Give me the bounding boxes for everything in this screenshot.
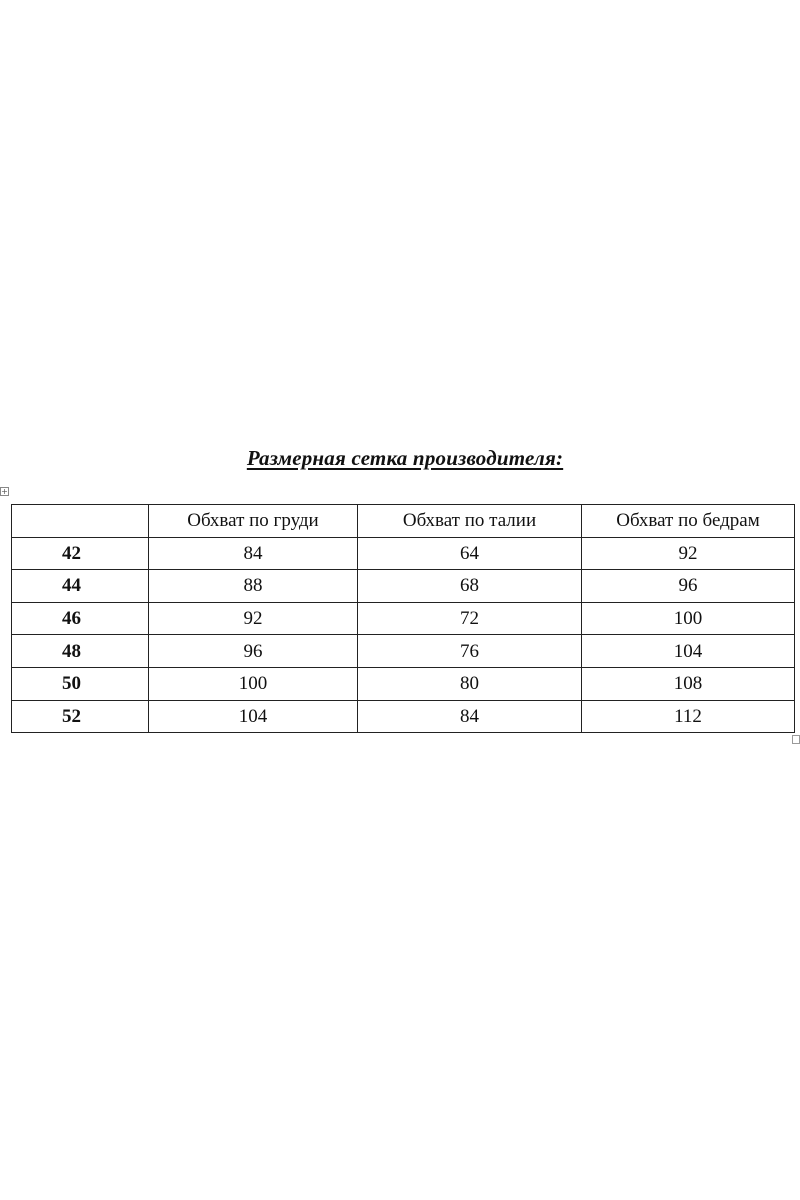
hips-cell: 112 xyxy=(582,700,795,733)
table-move-icon[interactable]: + xyxy=(1,487,8,496)
document-title: Размерная сетка производителя: xyxy=(246,446,564,470)
table-row xyxy=(12,667,795,700)
table-row xyxy=(12,570,795,603)
table-header-row xyxy=(12,505,795,538)
chest-cell: 88 xyxy=(149,570,358,603)
waist-cell: 64 xyxy=(358,537,582,570)
header-cell-hips: Обхват по бедрам xyxy=(582,505,795,538)
header-cell-empty xyxy=(12,505,149,538)
waist-cell: 68 xyxy=(358,570,582,603)
waist-cell: 76 xyxy=(358,635,582,668)
chest-cell: 100 xyxy=(149,667,358,700)
hips-cell: 96 xyxy=(582,570,795,603)
size-cell: 52 xyxy=(12,700,149,733)
waist-cell: 80 xyxy=(358,667,582,700)
table-row xyxy=(12,537,795,570)
header-cell-chest: Обхват по груди xyxy=(149,505,358,538)
chest-cell: 104 xyxy=(149,700,358,733)
hips-cell: 108 xyxy=(582,667,795,700)
table-resize-icon[interactable] xyxy=(792,735,800,744)
size-cell: 44 xyxy=(12,570,149,603)
waist-cell: 72 xyxy=(358,602,582,635)
header-cell-waist: Обхват по талии xyxy=(358,505,582,538)
hips-cell: 104 xyxy=(582,635,795,668)
chest-cell: 96 xyxy=(149,635,358,668)
chest-cell: 84 xyxy=(149,537,358,570)
size-cell: 46 xyxy=(12,602,149,635)
size-cell: 50 xyxy=(12,667,149,700)
waist-cell: 84 xyxy=(358,700,582,733)
size-cell: 42 xyxy=(12,537,149,570)
size-cell: 48 xyxy=(12,635,149,668)
table-row xyxy=(12,700,795,733)
table-row xyxy=(12,602,795,635)
size-chart-table xyxy=(11,504,795,733)
chest-cell: 92 xyxy=(149,602,358,635)
hips-cell: 92 xyxy=(582,537,795,570)
table-row xyxy=(12,635,795,668)
hips-cell: 100 xyxy=(582,602,795,635)
